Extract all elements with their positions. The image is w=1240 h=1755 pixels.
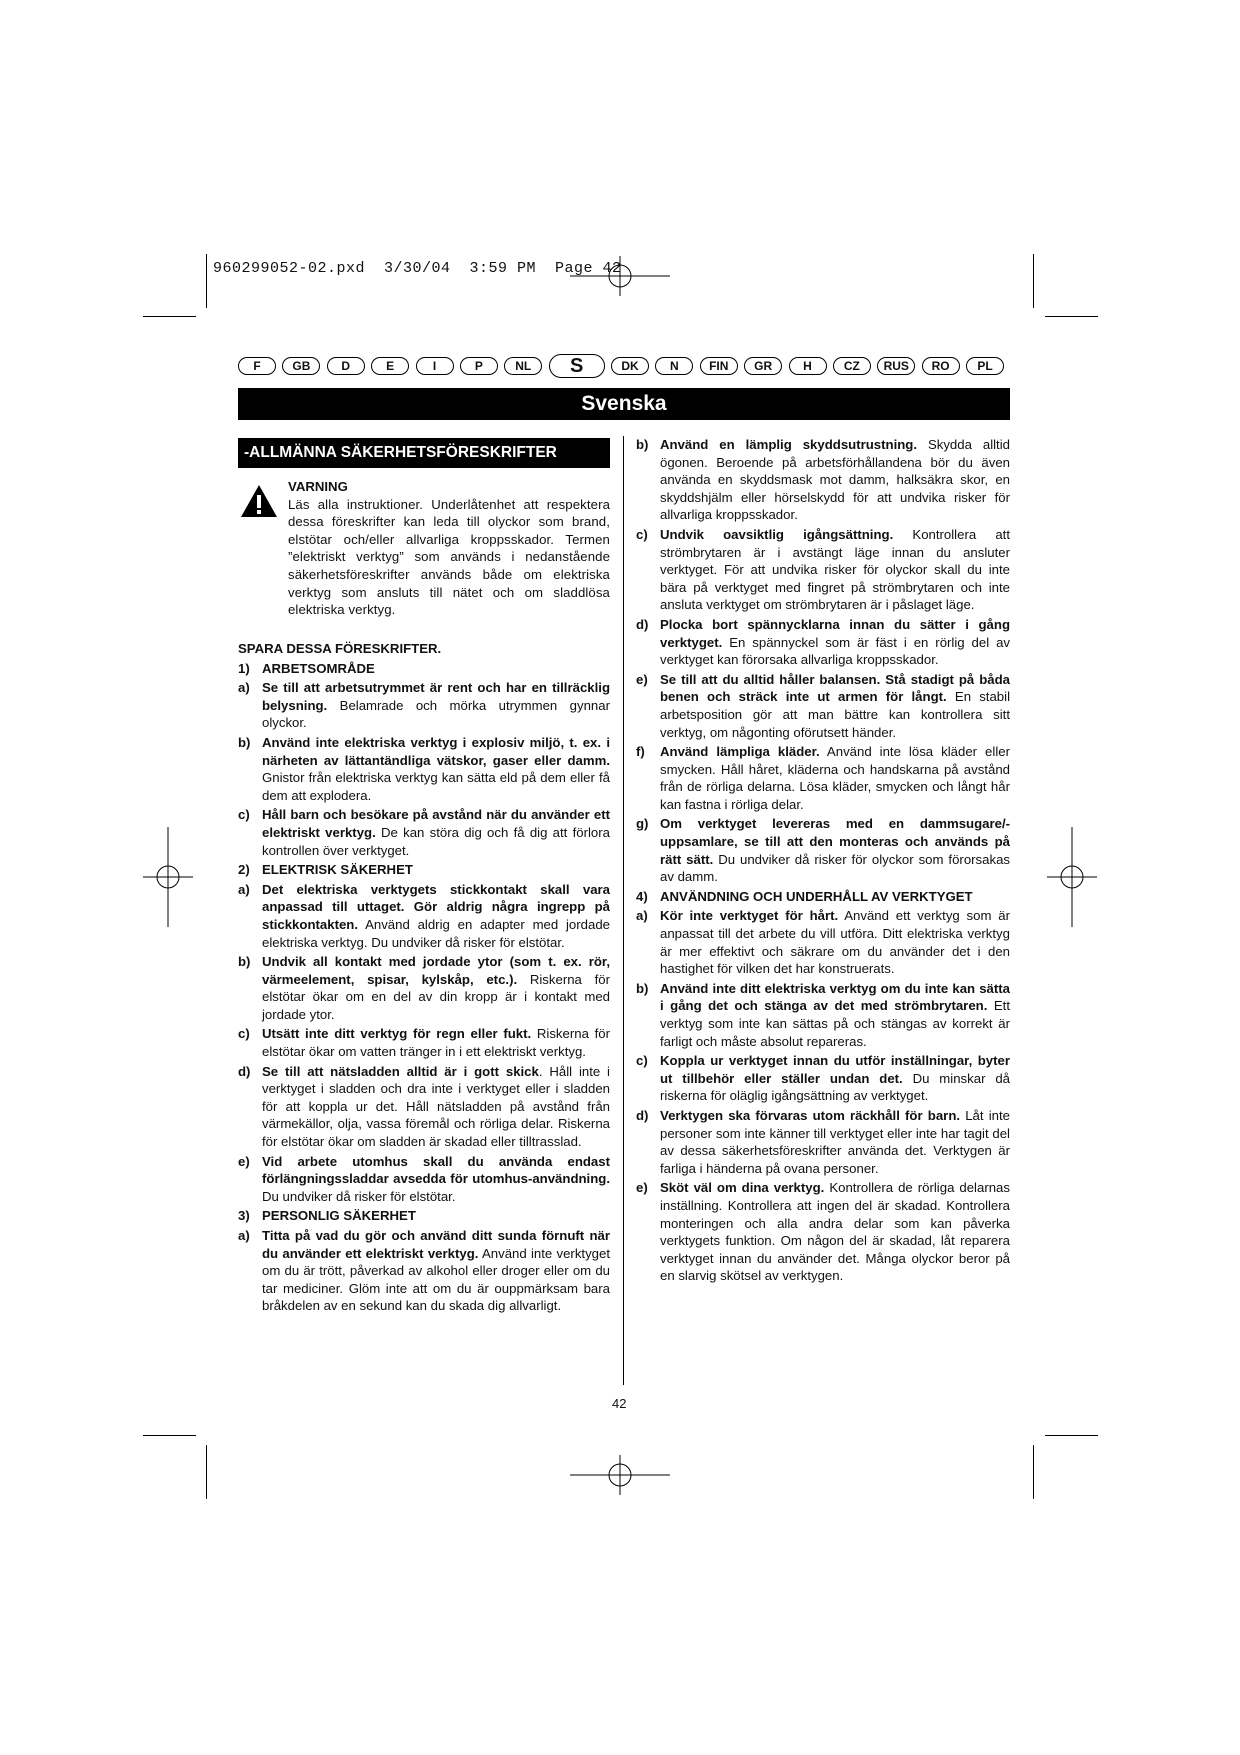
save-note: SPARA DESSA FÖRESKRIFTER. <box>238 641 442 656</box>
list-item: e) Se till att du alltid håller balansen. Stå stadigt på båda benen och sträck inte ut armen för långt. En stabil arbetsposition gör att man bättre kan kontrollera sitt verktyg, om någonting oförutsett händer. <box>636 671 1010 740</box>
list-item: d) Plocka bort spännycklarna innan du sätter i gång verktyget. En spännyckel som är fäst i en rörlig del av verktyget kan förorsaka allvarliga kroppsskador. <box>636 616 1010 668</box>
language-tab-nl: NL <box>504 357 542 375</box>
list-item: a) Titta på vad du gör och använd ditt sunda förnuft när du använder ett elektriskt verktyg. Använd inte verktyget om du är trött, påverkad av alkohol eller droger eller om du tar mediciner. Glöm inte att om du är ouppmärksam bara bråkdelen av en sekund kan du skada dig allvarligt. <box>238 1228 611 1314</box>
file-slug: 960299052-02.pxd 3/30/04 3:59 PM Page 42 <box>213 260 622 277</box>
language-tab-rus: RUS <box>877 357 915 375</box>
language-banner: Svenska <box>238 388 1010 420</box>
language-tab-h: H <box>789 357 827 375</box>
language-tab-s: S <box>549 354 605 378</box>
list-item: g) Om verktyget levereras med en dammsugare/-uppsamlare, se till att den monteras och används på rätt sätt. Du undviker då risker för olyckor som förorsakas av damm. <box>636 816 1010 885</box>
list-item: c) Undvik oavsiktlig igångsättning. Kontrollera att strömbrytaren är i avstängt läge innan du ansluter verktyget. För att undvika risker för olyckor skall du inte bära på verktyget med fingret på strömbrytaren och inte ansluta verktyget om strömbrytaren är i påslaget läge. <box>636 526 1010 613</box>
heading-personal-safety: 3) PERSONLIG SÄKERHET <box>238 1208 416 1224</box>
warning-block <box>288 478 610 619</box>
language-tab-p: P <box>460 357 498 375</box>
list-item: c) Håll barn och besökare på avstånd när du använder ett elektriskt verktyg. De kan störa dig och få dig att förlora kontrollen över verktyget. <box>238 807 610 858</box>
language-tab-d: D <box>327 357 365 375</box>
warning-title: VARNING <box>288 479 348 494</box>
list-item: b) Använd en lämplig skyddsutrustning. Skydda alltid ögonen. Beroende på arbetsförhållandena bör du även använda en skyddsmask mot damm, halksäkra skor, en skyddshjälm eller hörselskydd för att undvika risker för allvarliga kroppsskador. <box>636 437 1010 523</box>
language-tab-gr: GR <box>744 357 782 375</box>
heading-electrical-safety: 2) ELEKTRISK SÄKERHET <box>238 862 413 878</box>
list-item: a) Kör inte verktyget för hårt. Använd ett verktyg som är anpassat till det arbete du vill utföra. Ditt elektriska verktyg är mer effektivt och säkrare om du använder det i den hastighet för vilken det har konstruerats. <box>636 908 1010 977</box>
language-tab-i: I <box>416 357 454 375</box>
list-item: e) Sköt väl om dina verktyg. Kontrollera de rörliga delarnas inställning. Kontrollera att ingen del är skadad. Kontrollera monteringen och alla andra delar som kan påverka verktygets funktion. Om någon del är skadad, låt reparera verktyget innan du använder det. Många olyckor beror på en slarvig skötsel av verktygen. <box>636 1180 1010 1284</box>
language-tab-n: N <box>655 357 693 375</box>
heading-work-area: 1) ARBETSOMRÅDE <box>238 660 375 676</box>
language-tab-cz: CZ <box>833 357 871 375</box>
list-item: c) Koppla ur verktyget innan du utför inställningar, byter ut tillbehör eller ställer undan det. Du minskar då riskerna för oläglig igångsättning av verktyget. <box>636 1053 1010 1104</box>
language-tab-f: F <box>238 357 276 375</box>
list-item: a) Det elektriska verktygets stickkontakt skall vara anpassad till uttaget. Gör aldrig några ingrepp på stickkontakten. Använd aldrig en adapter med jordade elektriska verktyg. Du undviker då risker för elstötar. <box>238 881 610 950</box>
warning-triangle-icon <box>240 484 278 518</box>
list-item: b) Använd inte ditt elektriska verktyg om du inte kan sätta i gång det och stänga av det med strömbrytaren. Ett verktyg som inte kan sättas på och stängas av korrekt är farligt och måste absolut repareras. <box>636 980 1010 1049</box>
list-item: f) Använd lämpliga kläder. Använd inte lösa kläder eller smycken. Håll håret, kläderna och handskarna på avstånd från de rörliga delarna. Lösa kläder, smycken och långt hår kan fastna i rörliga delar. <box>636 744 1010 812</box>
warning-text: Läs alla instruktioner. Underlåtenhet att respektera dessa föreskrifter kan leda till olyckor som brand, elstötar och/eller allvarliga kroppsskador. Termen ”elektriskt verktyg” som används i nedanstående säkerhetsföreskrifter används både om elektriska verktyg som ansluts till nätet och om sladdlösa elektriska verktyg. <box>288 496 610 618</box>
list-item: d) Se till att nätsladden alltid är i gott skick. Håll inte i verktyget i sladden och dra inte i verktyget eller i sladden för att koppla ur det. Håll nätsladden på avstånd från värmekällor, olja, vassa föremål och rörliga delar. Riskerna för elstötar ökar om sladden är skadad eller tilltrasslad. <box>238 1063 610 1150</box>
list-item: b) Använd inte elektriska verktyg i explosiv miljö, t. ex. i närheten av lättantändliga vätskor, gaser eller damm. Gnistor från elektriska verktyg kan sätta eld på dem eller få dem att explodera. <box>238 734 610 803</box>
list-item: e) Vid arbete utomhus skall du använda endast förlängningssladdar avsedda för utomhus-användning. Du undviker då risker för elstötar. <box>238 1153 610 1204</box>
page-number: 42 <box>612 1396 627 1411</box>
language-tab-e: E <box>371 357 409 375</box>
list-item: b) Undvik all kontakt med jordade ytor (som t. ex. rör, värmeelement, spisar, kylskåp, etc.). Riskerna för elstötar ökar om en del av din kropp är i kontakt med jordade ytor. <box>238 954 610 1022</box>
column-divider <box>623 436 624 1385</box>
right-column <box>636 434 1010 1285</box>
language-tab-fin: FIN <box>700 357 738 375</box>
language-tab-ro: RO <box>922 357 960 375</box>
heading-use-and-maintenance: 4) ANVÄNDNING OCH UNDERHÅLL AV VERKTYGET <box>636 888 973 904</box>
language-tabs <box>238 352 1004 380</box>
language-tab-pl: PL <box>966 357 1004 375</box>
list-item: d) Verktygen ska förvaras utom räckhåll för barn. Låt inte personer som inte känner till verktyget eller inte har tagit del av dessa säkerhetsföreskrifter använda det. Verktygen är farliga i händerna på ovana personer. <box>636 1107 1010 1176</box>
list-item: c) Utsätt inte ditt verktyg för regn eller fukt. Riskerna för elstötar ökar om vatten tränger in i ett elektriskt verktyg. <box>238 1026 610 1060</box>
section-heading: -ALLMÄNNA SÄKERHETSFÖRESKRIFTER <box>238 438 610 468</box>
list-item: a) Se till att arbetsutrymmet är rent och har en tillräcklig belysning. Belamrade och mörka utrymmen gynnar olyckor. <box>238 680 610 731</box>
language-tab-gb: GB <box>282 357 320 375</box>
language-tab-dk: DK <box>611 357 649 375</box>
left-column <box>238 640 610 1315</box>
